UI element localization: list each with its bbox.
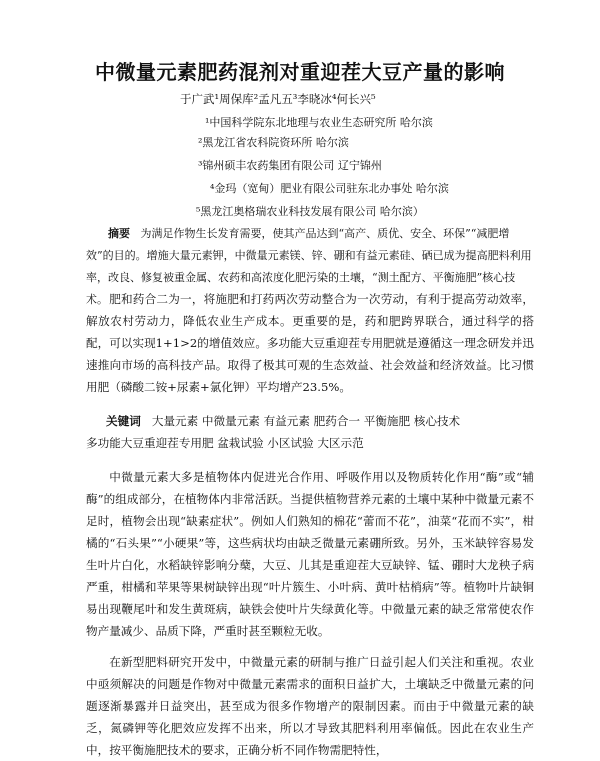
paragraph-1: 肥和药合二为一，将施肥和打药两次劳动整合为一次劳动，有利于提高劳动效率，解放农村劳动力，降低农业生产成本。更重要的是，药和肥跨界联合，通过科学的搭配，可以实现1+1>2的增值效应。多功能大豆重迎茬专用肥就是遵循这一理念研发并迅速推向市场的高科技产品。取得了极其可观的生态效益、社会效益和经济效益。比习惯用肥（磷酸二铵+尿素+氯化钾）平均增产23.5%。 <box>86 292 534 394</box>
keywords-label: 关键词 <box>106 414 141 428</box>
paragraph-2: 中微量元素大多是植物体内促进光合作用、呼吸作用以及物质转化作用“酶”或“辅酶”的组成部分，在植物体内非常活跃。当提供植物营养元素的土壤中某种中微量元素不足时，植物会出现“缺素症状”。例如人们熟知的棉花“蕾而不花”，油菜“花而不实”，柑橘的“石头果”“小硬果”等，这些病状均由缺乏微量元素硼所致。另外，玉米缺锌容易发生叶片白化，水稻缺锌影响分蘖，大豆、儿其是重迎茬大豆缺锌、锰、硼时大龙秧子病严重，柑橘和苹果等果树缺锌出现“叶片簇生、小叶病、黄叶枯梢病”等。植物叶片缺铜易出现鞭尾叶和发生黄斑病，缺铁会使叶片失绿黄化等。中微量元素的缺乏常常使农作物产量减少、品质下降，严重时甚至颗粒无收。 <box>86 470 534 638</box>
affiliation-2: ²黑龙江省农科院资环所 哈尔滨 <box>198 136 349 149</box>
author-list: 于广武¹周保库²孟凡五³李晓冰⁴何长兴⁵ <box>180 92 376 106</box>
affiliation-3: ³锦州硕丰农药集团有限公司 辽宁锦州 <box>198 159 382 172</box>
abstract-text: 为满足作物生长发育需要，使其产品达到“高产、质优、安全、环保”“减肥增效”的目的。增施大量元素钾，中微量元素镁、锌、硼和有益元素硅、硒已成为提高肥料利用率，改良、修复被重金属、农药和高浓度化肥污染的土壤，“测土配方、平衡施肥”核心技术。 <box>86 227 532 306</box>
keywords-line-2: 多功能大豆重迎茬专用肥 盆栽试验 小区试验 大区示范 <box>86 436 364 450</box>
abstract-label: 摘要 <box>108 227 130 240</box>
affiliation-1: ¹中国科学院东北地理与农业生态研究所 哈尔滨 <box>205 116 433 129</box>
affiliation-4: ⁴金玛（宽甸）肥业有限公司驻东北办事处 哈尔滨 <box>210 182 449 195</box>
keywords-line-1 <box>106 413 460 429</box>
paper-title: 中微量元素肥药混剂对重迎茬大豆产量的影响 <box>95 60 505 84</box>
paragraph-3: 在新型肥料研究开发中，中微量元素的研制与推广日益引起人们关注和重视。农业中亟须解决的问题是作物对中微量元素需求的面积日益扩大，土壤缺乏中微量元素的问题逐渐暴露并日益突出，甚至成为很多作物增产的限制因素。而由于中微量元素的缺乏，氮磷钾等化肥效应发挥不出来，所以才导致其肥料利用率偏低。因此在农业生产中，按平衡施肥技术的要求，正确分析不同作物需肥特性， <box>86 655 534 757</box>
affiliation-5: ⁵黑龙江奥格瑞农业科技发展有限公司 哈尔滨） <box>196 205 424 218</box>
keywords-list-1: 大量元素 中微量元素 有益元素 肥药合一 平衡施肥 核心技术 <box>151 414 461 428</box>
